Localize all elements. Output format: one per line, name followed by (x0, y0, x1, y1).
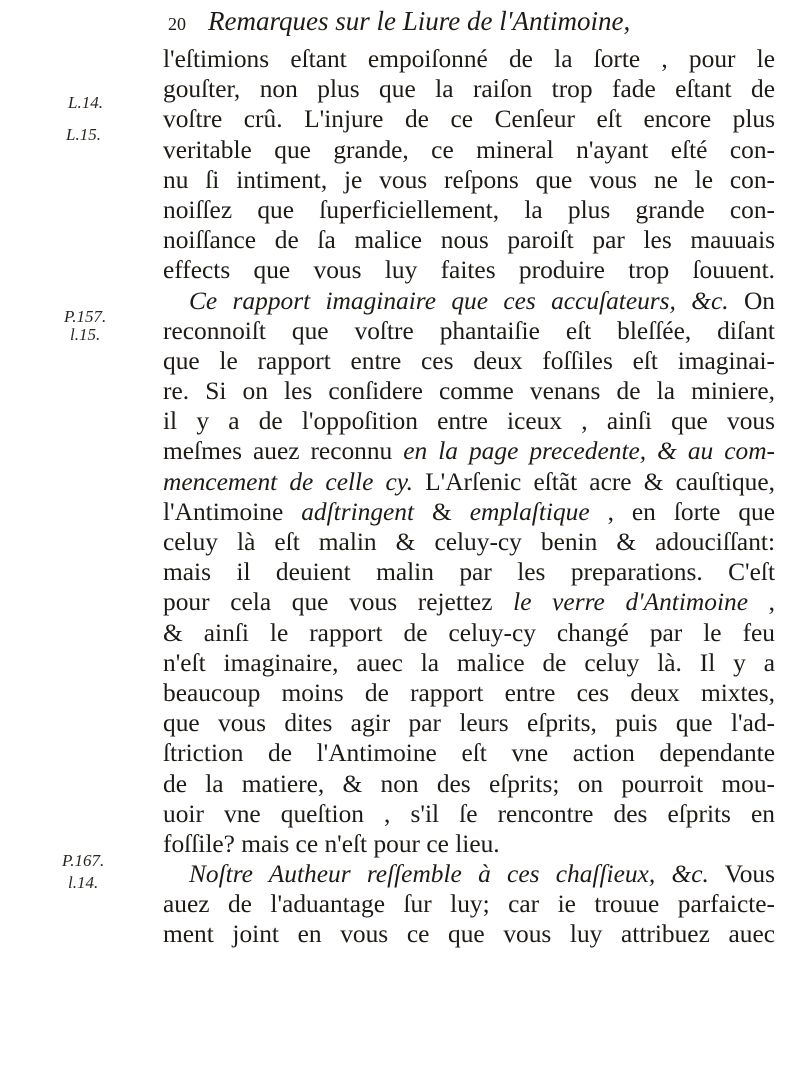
text-run: de la matiere, & non des eſprits; on pourroit mou- (163, 769, 775, 798)
text-run: que vous dites agir par leurs eſprits, puis que l'ad- (163, 709, 775, 738)
text-line (163, 44, 775, 74)
text-run: n'eſt imaginaire, auec la malice de celuy là. Il y a (163, 648, 775, 677)
text-line (163, 135, 775, 165)
text-run: Vous (708, 860, 775, 889)
text-line (163, 708, 775, 738)
text-run: On (728, 286, 775, 315)
text-line (163, 678, 775, 708)
text-line (163, 165, 775, 195)
margin-note: l.14. (68, 873, 99, 892)
text-run: noiſſance de ſa malice nous paroiſt par les mauuais (163, 226, 775, 255)
text-line (163, 829, 775, 859)
text-line (163, 557, 775, 587)
text-line (163, 859, 775, 889)
text-line (163, 467, 775, 497)
italic-text: en la page precedente, & au com- (403, 437, 775, 466)
text-run: uoir vne queſtion , s'il ſe rencontre des eſprits en (163, 799, 775, 828)
italic-text: le verre d'Antimoine (513, 588, 748, 617)
text-run: ment joint en vous ce que vous luy attribuez auec (163, 920, 775, 949)
text-run: l'eſtimions eſtant empoiſonné de la ſorte , pour le (163, 45, 775, 73)
italic-text: mencement de celle cy. (163, 467, 413, 496)
text-run: il y a de l'oppoſition entre iceux , ainſi que vous (163, 407, 775, 436)
text-run: l'Antimoine (163, 497, 302, 526)
text-run: nu ſi intiment, je vous reſpons que vous ne le con- (163, 165, 775, 194)
margin-note: P.167. (62, 851, 105, 870)
text-line (163, 497, 775, 527)
text-run: , en ſorte que (589, 497, 775, 526)
text-line (163, 738, 775, 768)
text-run: beaucoup moins de rapport entre ces deux mixtes, (163, 678, 775, 707)
text-run: reconnoiſt que voſtre phantaiſie eſt bleſſée, diſant (163, 316, 775, 345)
body-text (163, 44, 775, 950)
text-run: noiſſez que ſuperficiellement, la plus grande con- (163, 195, 775, 224)
page-number: 20 (168, 14, 186, 34)
text-run: L'Arſenic eſtãt acre & cauſtique, (412, 467, 775, 496)
text-run: gouſter, non plus que la raiſon trop fade eſtant de (163, 75, 775, 104)
text-line (163, 195, 775, 225)
italic-text: emplaſtique (469, 497, 590, 526)
text-run: auez de l'aduantage ſur luy; car ie trouue parfaicte- (163, 890, 775, 919)
text-line (163, 255, 775, 285)
italic-text: Noſtre Autheur reſſemble à ces chaſſieux, &c. (189, 860, 709, 889)
text-run: meſmes auez reconnu (163, 437, 404, 466)
text-line (163, 346, 775, 376)
text-run: voſtre crû. L'injure de ce Cenſeur eſt encore plus (163, 105, 775, 134)
text-run: mais il deuient malin par les preparations. C'eſt (163, 558, 775, 587)
text-line (163, 225, 775, 255)
margin-note: L.14. (68, 93, 103, 112)
text-run: veritable que grande, ce mineral n'ayant eſté con- (163, 135, 775, 164)
text-run: celuy là eſt malin & celuy-cy benin & adouciſſant: (163, 528, 775, 556)
text-line (163, 527, 775, 557)
margin-note: L.15. (66, 125, 101, 144)
text-line (163, 286, 775, 316)
text-line (163, 889, 775, 919)
text-line (163, 406, 775, 436)
text-line (163, 919, 775, 949)
margin-note: l.15. (70, 325, 101, 344)
italic-text: Ce rapport imaginaire que ces accuſateurs, &c. (189, 286, 729, 315)
text-run: re. Si on les conſidere comme venans de la miniere, (163, 377, 775, 406)
text-line (163, 799, 775, 829)
text-run: ſtriction de l'Antimoine eſt vne action dependante (163, 739, 775, 768)
text-line (163, 104, 775, 134)
text-run: pour cela que vous rejettez (163, 588, 514, 617)
text-line (163, 74, 775, 104)
text-line (163, 587, 775, 617)
text-line (163, 376, 775, 406)
text-run: , (747, 588, 775, 617)
italic-text: adſtringent (301, 497, 415, 526)
text-line (163, 316, 775, 346)
text-line (163, 436, 775, 466)
margin-note: P.157. (64, 307, 107, 326)
text-line (163, 769, 775, 799)
text-line (163, 618, 775, 648)
text-run: & ainſi le rapport de celuy-cy changé par le feu (163, 618, 775, 647)
page-header (168, 0, 768, 42)
running-title: Remarques sur le Liure de l'Antimoine, (208, 6, 631, 36)
text-run: que le rapport entre ces deux foſſiles eſt imaginai- (163, 346, 775, 375)
text-run: & (414, 497, 470, 526)
text-line (163, 648, 775, 678)
text-run: foſſile? mais ce n'eſt pour ce lieu. (163, 829, 500, 858)
text-run: effects que vous luy faites produire trop ſouuent. (163, 256, 775, 285)
